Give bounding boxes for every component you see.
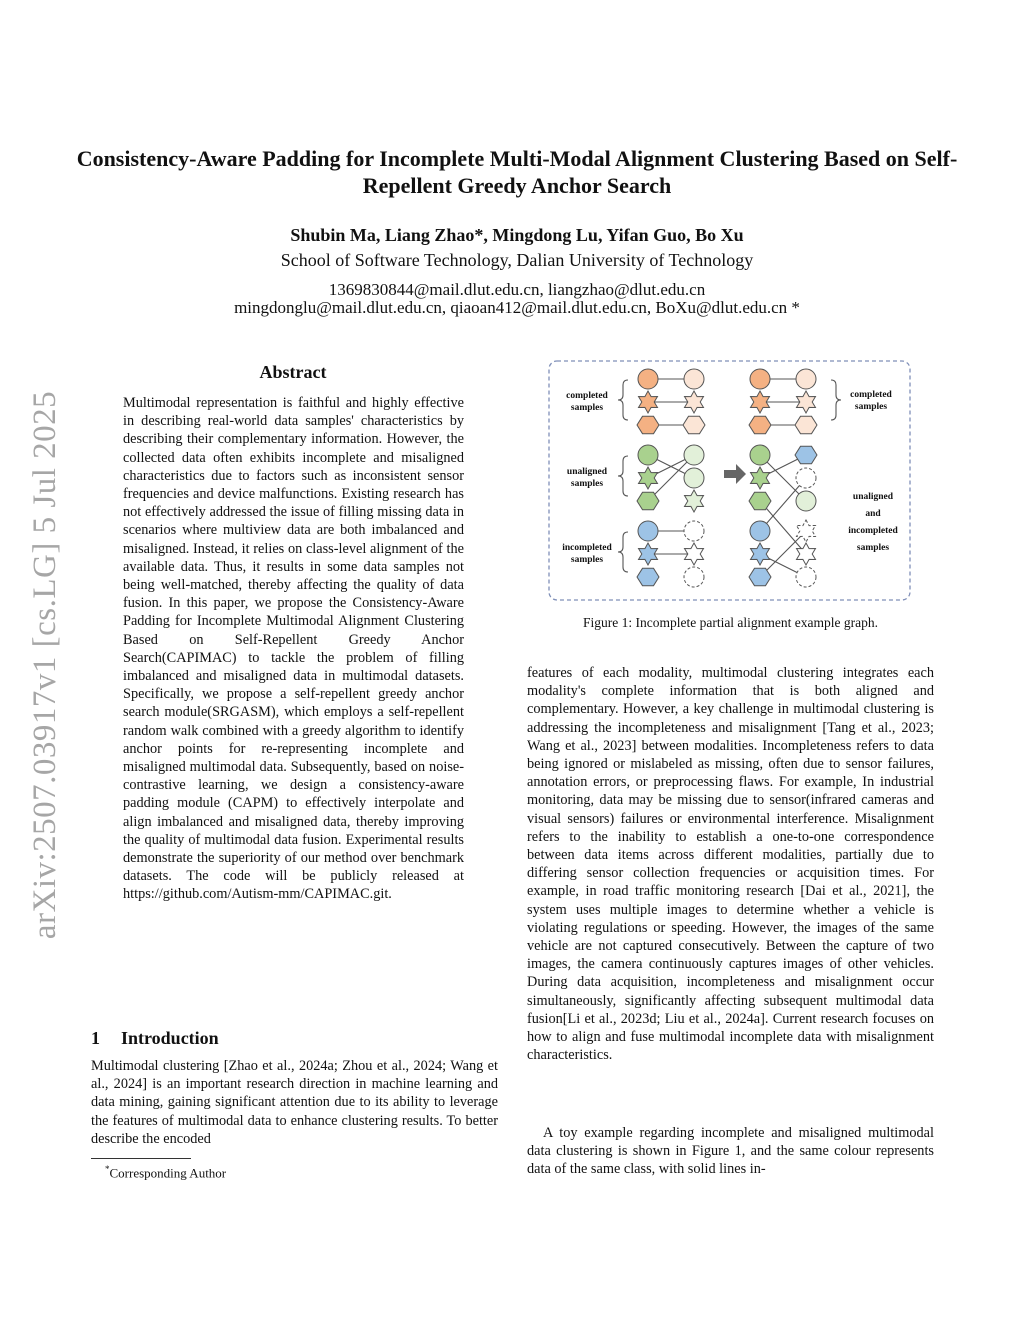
footnote	[105, 1161, 226, 1181]
email-line-2: mingdonglu@mail.dlut.edu.cn, qiaoan412@mail.dlut.edu.cn, BoXu@dlut.edu.cn *	[234, 298, 800, 317]
circle-node	[750, 445, 770, 465]
hexagon-node	[749, 416, 771, 433]
hexagon-node	[795, 416, 817, 433]
circle-node	[684, 369, 704, 389]
hexagon-node	[795, 446, 817, 463]
arxiv-identifier: arXiv:2507.03917v1 [cs.LG] 5 Jul 2025	[27, 390, 63, 940]
circle-node	[796, 567, 816, 587]
footnote-text: Corresponding Author	[109, 1165, 227, 1181]
email-line-1: 1369830844@mail.dlut.edu.cn, liangzhao@dlut.edu.cn	[328, 280, 706, 299]
circle-node	[684, 468, 704, 488]
affiliation: School of Software Technology, Dalian University of Technology	[280, 250, 754, 270]
circle-node	[684, 567, 704, 587]
star-node	[685, 543, 704, 565]
star-node	[797, 391, 816, 413]
label-completed: completed samples	[566, 391, 608, 413]
hexagon-node	[637, 416, 659, 433]
circle-node	[684, 445, 704, 465]
right-column-paragraph-1: features of each modality, multimodal clustering integrates each modality's complete information that is both aligned and complementary. However, a key challenge in multimodal clustering is addressing the incompleteness and misalignment [Tang et al., 2023; Wang et al., 2023] between modalities. Incompleteness refers to data being ignored or mislabeled as missing, often due to sensor failures, annotation errors, or preprocessing flaws. For example, In industrial monitoring, data may be missing due to sensor(infrared cameras and visual sensors) failures or environmental interference. Misalignment refers to the inability to establish a one-to-one correspondence between data items across different modalities, partially due to differing sensor collection frequencies or acquisition times. For example, in road traffic monitoring research [Dai et al., 2021], the system uses multiple images to determine whether a vehicle is violating regulations or speeding. However, the images of the same vehicle are not captured consecutively. Between the capture of two images, the camera continuously captures images of other vehicles. During data acquisition, incompleteness and misalignment occur simultaneously, significantly affecting subsequent multimodal data fusion[Li et al., 2023d; Liu et al., 2024a]. Current research focuses on how to align and fuse multimodal incomplete data with misalignment characteristics.	[527, 665, 934, 1064]
star-node	[751, 467, 770, 489]
label-unaligned: unaligned samples	[566, 467, 608, 489]
footnote-mark: *	[105, 1164, 110, 1174]
star-node	[751, 391, 770, 413]
author-list: Shubin Ma, Liang Zhao*, Mingdong Lu, Yifan Guo, Bo Xu	[290, 225, 744, 245]
star-node	[685, 391, 704, 413]
abstract-text: Multimodal representation is faithful and highly effective in describing real-world data samples' characteristics by describing their complementary information. However, the collected data often exhibits incomplete and misaligned characteristics due to factors such as inconsistent sensor frequencies and device malfunctions. Existing research has not effectively addressed the issue of filling missing data in scenarios where multiview data are both imbalanced and misaligned. Instead, it relies on class-level alignment of the available data. Thus, it results in some data samples not being well-matched, thereby affecting the quality of data fusion. In this paper, we propose the Consistency-Aware Padding for Incomplete Multimodal Alignment Clustering Based on Self-Repellent Greedy Anchor Search(CAPIMAC) to tackle the problem of filling imbalanced and misaligned data in multimodal datasets. Specifically, we propose a self-repellent greedy anchor search module(SRGASM), which employs a self-repellent random walk combined with a greedy algorithm to identify anchor points for re-representing incomplete and misaligned multimodal data. Subsequently, based on noise-contrastive learning, we design a consistency-aware padding module (CAPM) to effectively interpolate and align imbalanced and misaligned data, thereby improving the quality of multimodal data fusion. Experimental results demonstrate the superiority of our method over benchmark datasets. The code will be publicly released at https://github.com/Autism-mm/CAPIMAC.git.	[123, 395, 464, 903]
circle-node	[638, 369, 658, 389]
star-node	[751, 543, 770, 565]
label-unaligned-incompleted: unaligned and incompleted samples	[848, 492, 898, 553]
star-node	[639, 391, 658, 413]
section-number: 1	[91, 1028, 100, 1048]
circle-node	[796, 369, 816, 389]
circle-node	[750, 369, 770, 389]
star-node	[639, 467, 658, 489]
introduction-text: Multimodal clustering [Zhao et al., 2024a; Zhou et al., 2024; Wang et al., 2024] is an important research direction in machine learning and data mining, gaining significant attention due to its ability to leverage the features of multimodal data to enhance clustering results. To better describe the encoded	[91, 1058, 498, 1147]
arrow-right-icon	[724, 464, 746, 484]
hexagon-node	[637, 568, 659, 585]
right-column-paragraph-2: A toy example regarding incomplete and misaligned multimodal data clustering is shown in Figure 1, and the same colour represents data of the same class, with solid lines in-	[527, 1125, 934, 1178]
figure-caption: Figure 1: Incomplete partial alignment example graph.	[582, 615, 879, 630]
hexagon-node	[749, 492, 771, 509]
circle-node	[796, 468, 816, 488]
hexagon-node	[637, 492, 659, 509]
circle-node	[638, 521, 658, 541]
footnote-rule	[91, 1158, 191, 1159]
arxiv-sidebar	[20, 380, 70, 950]
introduction-heading	[91, 1026, 498, 1050]
paper-title: Consistency-Aware Padding for Incomplete Multi-Modal Alignment Clustering Based on Self-Repellent Greedy Anchor Search	[76, 146, 958, 198]
star-node	[639, 543, 658, 565]
section-title: Introduction	[121, 1028, 219, 1048]
hexagon-node	[683, 416, 705, 433]
star-node	[685, 490, 704, 512]
label-completed-right: completed samples	[850, 390, 892, 412]
star-node	[797, 520, 816, 542]
circle-node	[796, 491, 816, 511]
circle-node	[638, 445, 658, 465]
circle-node	[750, 521, 770, 541]
alignment-figure	[548, 360, 911, 601]
label-incompleted: incompleted samples	[562, 543, 612, 565]
circle-node	[684, 521, 704, 541]
hexagon-node	[749, 568, 771, 585]
abstract-heading: Abstract	[259, 362, 327, 382]
